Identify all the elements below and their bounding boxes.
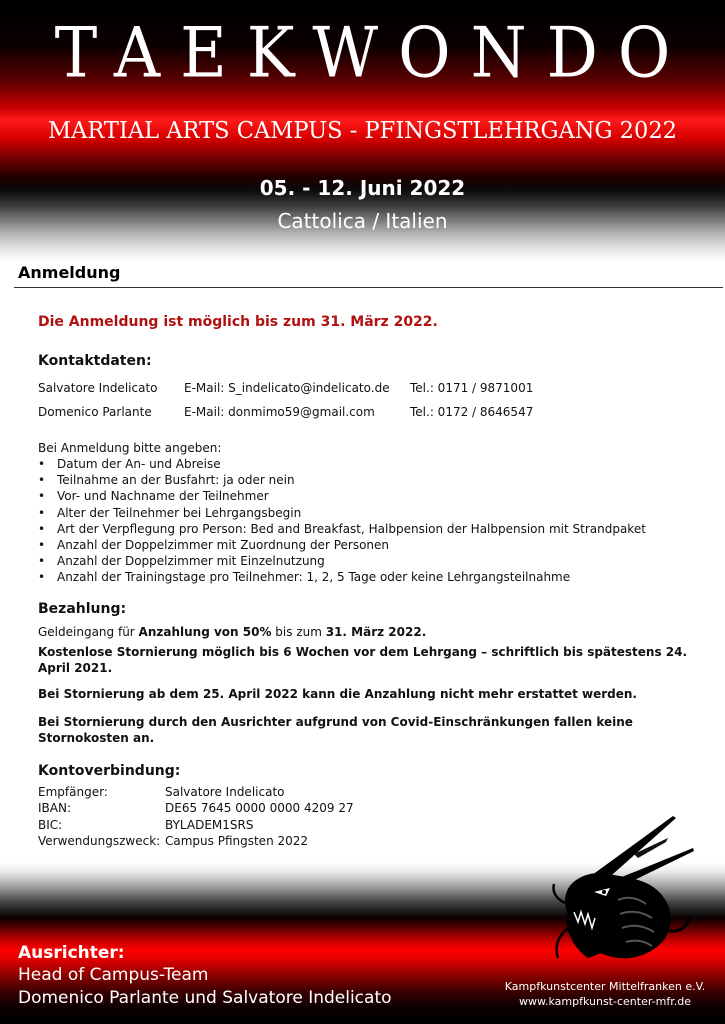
contact-row bbox=[38, 380, 698, 396]
event-dates: 05. - 12. Juni 2022 bbox=[259, 176, 466, 200]
club-url[interactable]: www.kampfkunst-center-mfr.de bbox=[519, 995, 691, 1008]
bank-value: BYLADEM1SRS bbox=[165, 817, 254, 832]
list-item: • Anzahl der Doppelzimmer mit Zuordnung der Personen bbox=[38, 537, 646, 553]
organizer-team: Head of Campus-Team bbox=[18, 965, 209, 985]
organizer-names: Domenico Parlante und Salvatore Indelicato bbox=[18, 988, 392, 1008]
contact-phone[interactable]: Tel.: 0171 / 9871001 bbox=[410, 381, 534, 395]
cancellation-nonrefundable: Bei Stornierung ab dem 25. April 2022 kann die Anzahlung nicht mehr erstattet werden. bbox=[38, 687, 637, 701]
organizer-label: Ausrichter: bbox=[18, 943, 125, 963]
bank-heading: Kontoverbindung: bbox=[38, 763, 181, 779]
list-item: • Anzahl der Doppelzimmer mit Einzelnutzung bbox=[38, 553, 646, 569]
bank-key: IBAN: bbox=[38, 801, 71, 816]
registration-requirements-list bbox=[38, 456, 646, 586]
bank-key: Empfänger: bbox=[38, 785, 108, 799]
bank-key: BIC: bbox=[38, 817, 63, 832]
list-item: • Teilnahme an der Busfahrt: ja oder nein bbox=[38, 472, 646, 488]
dragon-head-logo-icon bbox=[548, 808, 698, 968]
payment-heading: Bezahlung: bbox=[38, 601, 127, 617]
deposit-text: bis zum bbox=[271, 625, 326, 639]
cancellation-covid: Bei Stornierung durch den Ausrichter aufgrund von Covid-Einschränkungen fallen keine Stornokosten an. bbox=[38, 715, 633, 745]
cancellation-free: Kostenlose Stornierung möglich bis 6 Wochen vor dem Lehrgang – schriftlich bis spätestens 24. April 2021. bbox=[38, 645, 688, 675]
main-title: TAEKWONDO bbox=[54, 13, 691, 94]
deposit-deadline: 31. März 2022. bbox=[325, 625, 427, 639]
contact-phone[interactable]: Tel.: 0172 / 8646547 bbox=[410, 405, 534, 419]
header-banner bbox=[0, 0, 725, 262]
contact-email[interactable]: E-Mail: donmimo59@gmail.com bbox=[184, 405, 375, 419]
contact-name: Domenico Parlante bbox=[38, 405, 152, 419]
contact-row bbox=[38, 404, 698, 420]
bank-value: Salvatore Indelicato bbox=[165, 785, 285, 799]
divider bbox=[14, 287, 723, 288]
event-location: Cattolica / Italien bbox=[277, 209, 448, 233]
registration-intro: Bei Anmeldung bitte angeben: bbox=[38, 441, 222, 455]
deposit-line bbox=[38, 624, 693, 640]
bank-key: Verwendungszweck: bbox=[38, 833, 161, 848]
bank-value: Campus Pfingsten 2022 bbox=[165, 833, 309, 848]
deposit-amount: Anzahlung von 50% bbox=[138, 625, 272, 639]
registration-deadline-notice: Die Anmeldung ist möglich bis zum 31. März 2022. bbox=[38, 314, 438, 330]
list-item: • Art der Verpflegung pro Person: Bed and Breakfast, Halbpension der Halbpension mit Strandpaket bbox=[38, 521, 646, 537]
list-item: • Datum der An- und Abreise bbox=[38, 456, 646, 472]
event-subtitle: MARTIAL ARTS CAMPUS - PFINGSTLEHRGANG 2022 bbox=[47, 118, 678, 144]
contacts-heading: Kontaktdaten: bbox=[38, 353, 152, 369]
contact-name: Salvatore Indelicato bbox=[38, 381, 158, 395]
club-name: Kampfkunstcenter Mittelfranken e.V. bbox=[504, 980, 706, 993]
list-item: • Vor- und Nachname der Teilnehmer bbox=[38, 488, 646, 504]
deposit-text: Geldeingang für bbox=[38, 625, 139, 639]
section-heading: Anmeldung bbox=[18, 263, 121, 282]
list-item: • Anzahl der Trainingstage pro Teilnehmer: 1, 2, 5 Tage oder keine Lehrgangsteilnahme bbox=[38, 569, 646, 585]
list-item: • Alter der Teilnehmer bei Lehrgangsbegin bbox=[38, 505, 646, 521]
bank-value: DE65 7645 0000 0000 4209 27 bbox=[165, 801, 354, 816]
contact-email[interactable]: E-Mail: S_indelicato@indelicato.de bbox=[184, 381, 390, 395]
